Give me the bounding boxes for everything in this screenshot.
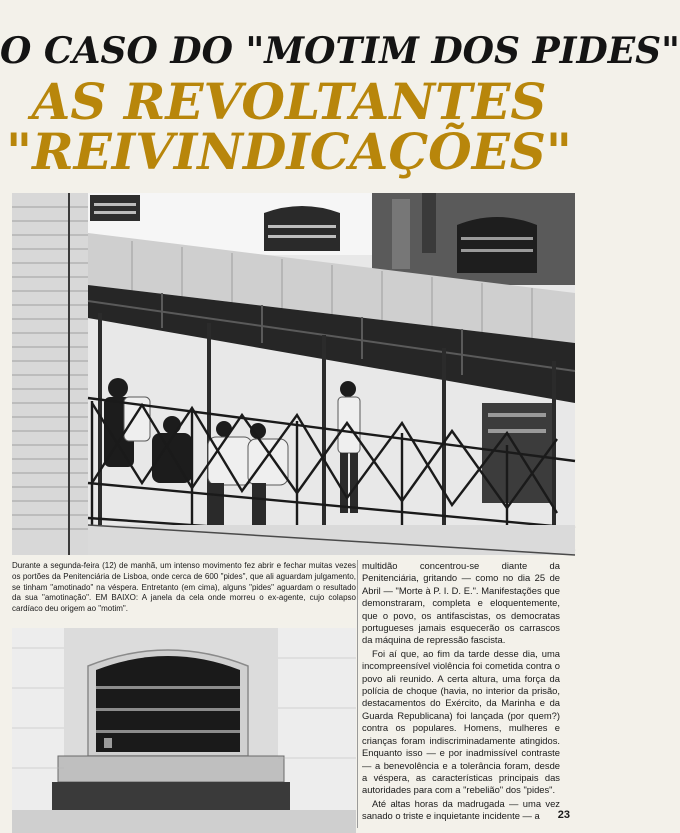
- page-number: 23: [557, 809, 570, 821]
- column-divider: [357, 560, 358, 828]
- prison-gallery-photo: [12, 193, 575, 555]
- headline-kicker: O CASO DO "MOTIM DOS PIDES": [0, 30, 680, 72]
- article-paragraph: Foi aí que, ao fim da tarde desse dia, uma incompreensível violência foi cometida contra o povo ali reunido. A certa altura, uma força da polícia de choque (havia, no interior da prisão, destacamentos do Exército, da Marinha e da Guarda Republicana) foi lançada (por quem?) contra os populares. Homens, mulheres e crianças foram indiscriminadamente atingidos. Enquanto isso — e por inadmissível contraste — a benevolência e a tolerância foram, desde a véspera, as características principais das autoridades para com a "rebelião" dos "pides".: [362, 647, 560, 796]
- headline-title-line-2: "REIVINDICAÇÕES": [6, 122, 572, 181]
- article-paragraph: Até altas horas da madrugada — uma vez sanado o triste e inquietante incidente — a: [362, 797, 560, 822]
- article-body: [362, 560, 560, 823]
- photo-caption: Durante a segunda-feira (12) de manhã, um intenso movimento fez abrir e fechar muitas vezes os portões da Penitenciária de Lisboa, onde cerca de 600 "pides", que ali aguardam julgamento, se tinham "amotinado" na véspera. Entretanto (em cima), alguns "pides" aguardam o resultado da sua "amotinação". EM BAIXO: A janela da cela onde morreu o ex-agente, cujo colapso cardíaco deu origem ao "motim".: [12, 561, 356, 614]
- article-paragraph: multidão concentrou-se diante da Penitenciária, gritando — como no dia 25 de Abril — "Morte à P. I. D. E.". Manifestações que demonstraram, completa e eloquentemente, que o povo, os antifascistas, os democratas portugueses jamais esquecerão os carrascos da máquina de repressão fascista.: [362, 560, 560, 646]
- headline-title-line-1: AS REVOLTANTES: [31, 72, 547, 131]
- cell-window-photo: [12, 628, 356, 833]
